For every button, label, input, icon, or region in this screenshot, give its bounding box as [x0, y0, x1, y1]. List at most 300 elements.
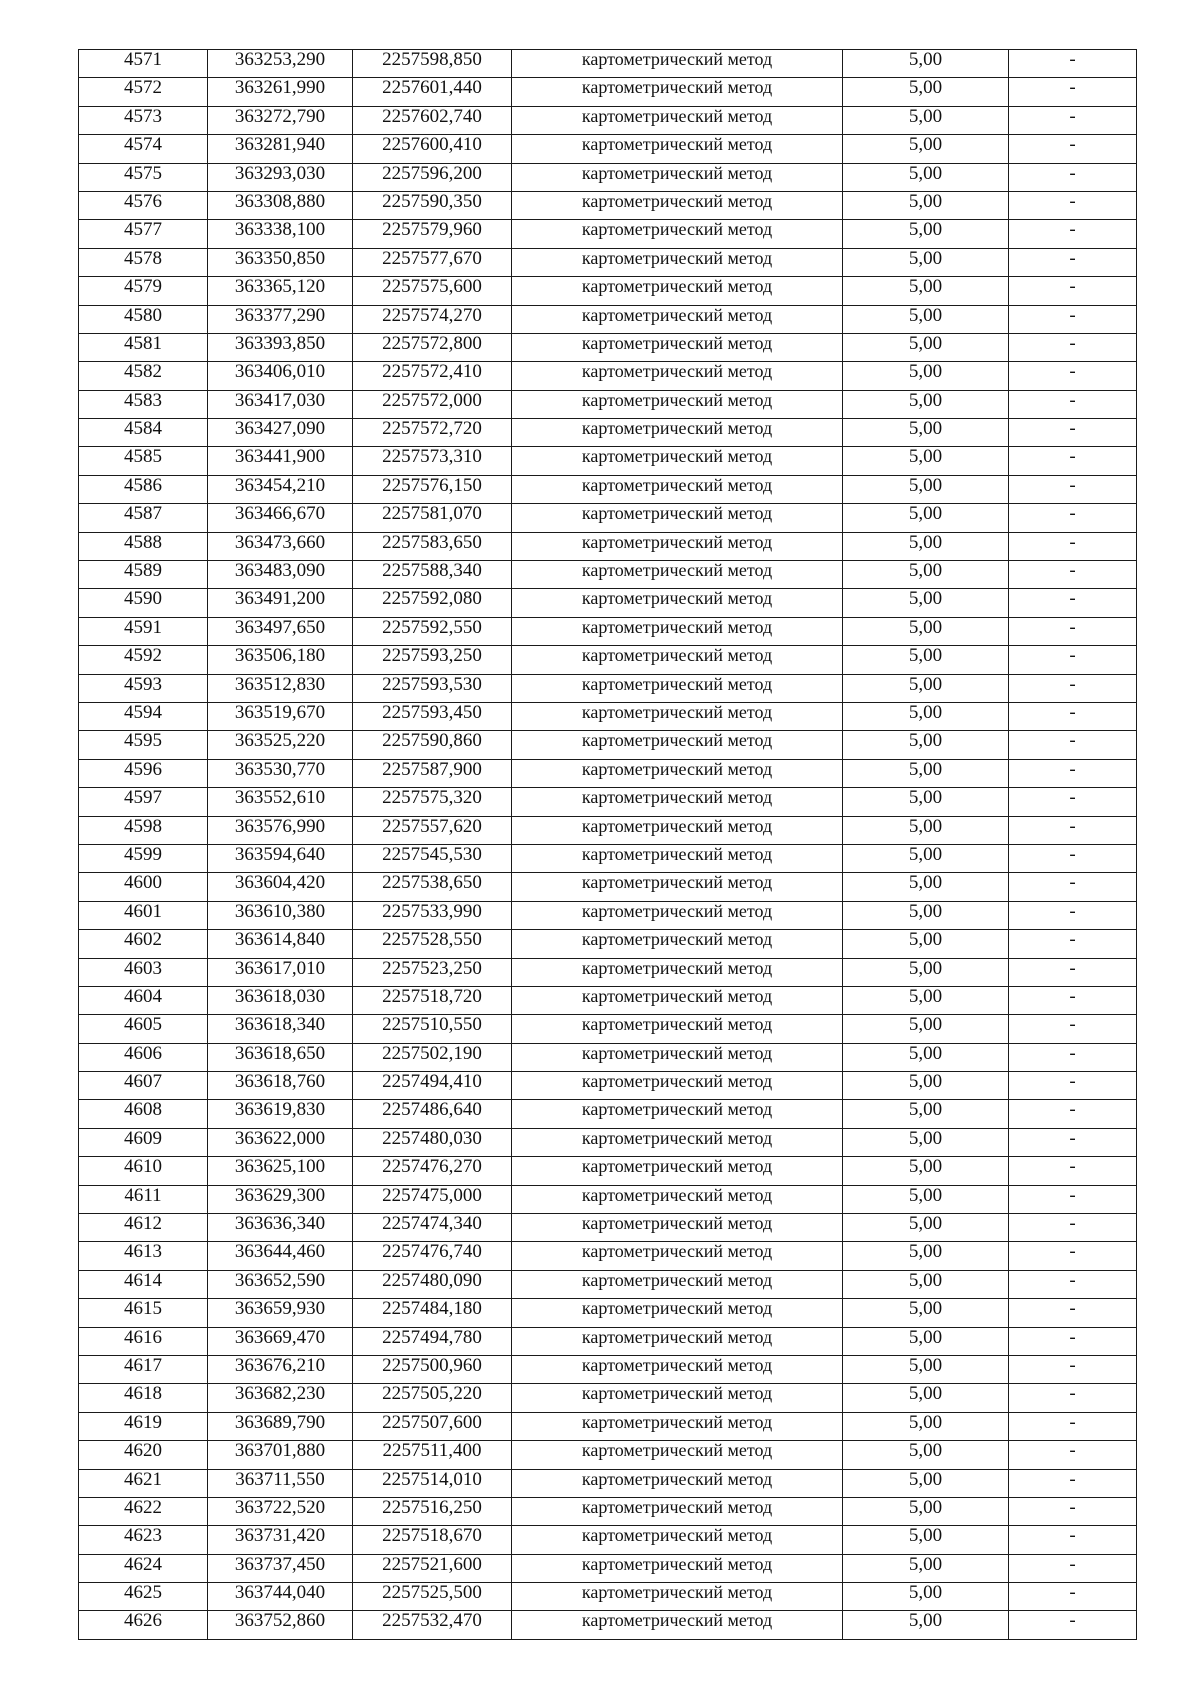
method-cell: картометрический метод [512, 958, 843, 986]
y-coordinate-cell: 2257525,500 [353, 1583, 512, 1611]
x-coordinate-cell: 363610,380 [208, 901, 353, 929]
point-number-cell: 4620 [79, 1441, 208, 1469]
accuracy-cell: 5,00 [843, 1100, 1009, 1128]
y-coordinate-cell: 2257593,450 [353, 702, 512, 730]
point-number-cell: 4605 [79, 1015, 208, 1043]
point-number-cell: 4585 [79, 447, 208, 475]
method-cell: картометрический метод [512, 1214, 843, 1242]
y-coordinate-cell: 2257600,410 [353, 135, 512, 163]
accuracy-cell: 5,00 [843, 759, 1009, 787]
point-number-cell: 4586 [79, 475, 208, 503]
accuracy-cell: 5,00 [843, 844, 1009, 872]
table-row [79, 447, 1137, 475]
x-coordinate-cell: 363261,990 [208, 78, 353, 106]
method-cell: картометрический метод [512, 1355, 843, 1383]
method-cell: картометрический метод [512, 617, 843, 645]
accuracy-cell: 5,00 [843, 78, 1009, 106]
method-cell: картометрический метод [512, 1469, 843, 1497]
table-row [79, 532, 1137, 560]
table-row [79, 788, 1137, 816]
table-row [79, 617, 1137, 645]
method-cell: картометрический метод [512, 646, 843, 674]
method-cell: картометрический метод [512, 1242, 843, 1270]
method-cell: картометрический метод [512, 561, 843, 589]
point-number-cell: 4623 [79, 1526, 208, 1554]
y-coordinate-cell: 2257532,470 [353, 1611, 512, 1639]
accuracy-cell: 5,00 [843, 135, 1009, 163]
note-cell: - [1009, 78, 1137, 106]
note-cell: - [1009, 1242, 1137, 1270]
x-coordinate-cell: 363752,860 [208, 1611, 353, 1639]
note-cell: - [1009, 702, 1137, 730]
y-coordinate-cell: 2257590,860 [353, 731, 512, 759]
x-coordinate-cell: 363576,990 [208, 816, 353, 844]
y-coordinate-cell: 2257507,600 [353, 1412, 512, 1440]
point-number-cell: 4602 [79, 930, 208, 958]
method-cell: картометрический метод [512, 1412, 843, 1440]
accuracy-cell: 5,00 [843, 1441, 1009, 1469]
note-cell: - [1009, 674, 1137, 702]
note-cell: - [1009, 901, 1137, 929]
accuracy-cell: 5,00 [843, 1015, 1009, 1043]
table-row [79, 561, 1137, 589]
x-coordinate-cell: 363701,880 [208, 1441, 353, 1469]
accuracy-cell: 5,00 [843, 191, 1009, 219]
y-coordinate-cell: 2257521,600 [353, 1554, 512, 1582]
y-coordinate-cell: 2257596,200 [353, 163, 512, 191]
method-cell: картометрический метод [512, 816, 843, 844]
y-coordinate-cell: 2257592,550 [353, 617, 512, 645]
x-coordinate-cell: 363417,030 [208, 390, 353, 418]
accuracy-cell: 5,00 [843, 1384, 1009, 1412]
table-row [79, 163, 1137, 191]
note-cell: - [1009, 1355, 1137, 1383]
point-number-cell: 4573 [79, 106, 208, 134]
accuracy-cell: 5,00 [843, 1157, 1009, 1185]
note-cell: - [1009, 1384, 1137, 1412]
method-cell: картометрический метод [512, 1327, 843, 1355]
accuracy-cell: 5,00 [843, 702, 1009, 730]
method-cell: картометрический метод [512, 1043, 843, 1071]
y-coordinate-cell: 2257474,340 [353, 1214, 512, 1242]
note-cell: - [1009, 504, 1137, 532]
table-row [79, 191, 1137, 219]
method-cell: картометрический метод [512, 1441, 843, 1469]
point-number-cell: 4607 [79, 1072, 208, 1100]
table-row [79, 1327, 1137, 1355]
method-cell: картометрический метод [512, 1072, 843, 1100]
x-coordinate-cell: 363629,300 [208, 1185, 353, 1213]
table-row [79, 1497, 1137, 1525]
x-coordinate-cell: 363441,900 [208, 447, 353, 475]
y-coordinate-cell: 2257476,270 [353, 1157, 512, 1185]
note-cell: - [1009, 986, 1137, 1014]
point-number-cell: 4614 [79, 1270, 208, 1298]
note-cell: - [1009, 1497, 1137, 1525]
table-row [79, 1185, 1137, 1213]
method-cell: картометрический метод [512, 986, 843, 1014]
point-number-cell: 4582 [79, 362, 208, 390]
method-cell: картометрический метод [512, 333, 843, 361]
note-cell: - [1009, 475, 1137, 503]
x-coordinate-cell: 363406,010 [208, 362, 353, 390]
note-cell: - [1009, 419, 1137, 447]
y-coordinate-cell: 2257577,670 [353, 248, 512, 276]
x-coordinate-cell: 363689,790 [208, 1412, 353, 1440]
method-cell: картометрический метод [512, 106, 843, 134]
method-cell: картометрический метод [512, 759, 843, 787]
y-coordinate-cell: 2257480,030 [353, 1128, 512, 1156]
note-cell: - [1009, 1327, 1137, 1355]
table-row [79, 50, 1137, 78]
method-cell: картометрический метод [512, 589, 843, 617]
table-row [79, 277, 1137, 305]
point-number-cell: 4589 [79, 561, 208, 589]
method-cell: картометрический метод [512, 844, 843, 872]
y-coordinate-cell: 2257494,780 [353, 1327, 512, 1355]
y-coordinate-cell: 2257581,070 [353, 504, 512, 532]
y-coordinate-cell: 2257475,000 [353, 1185, 512, 1213]
accuracy-cell: 5,00 [843, 901, 1009, 929]
note-cell: - [1009, 958, 1137, 986]
x-coordinate-cell: 363308,880 [208, 191, 353, 219]
note-cell: - [1009, 1185, 1137, 1213]
y-coordinate-cell: 2257505,220 [353, 1384, 512, 1412]
y-coordinate-cell: 2257583,650 [353, 532, 512, 560]
table-row [79, 958, 1137, 986]
method-cell: картометрический метод [512, 1100, 843, 1128]
note-cell: - [1009, 1583, 1137, 1611]
method-cell: картометрический метод [512, 1299, 843, 1327]
method-cell: картометрический метод [512, 50, 843, 78]
table-row [79, 1355, 1137, 1383]
x-coordinate-cell: 363473,660 [208, 532, 353, 560]
table-row [79, 419, 1137, 447]
point-number-cell: 4611 [79, 1185, 208, 1213]
y-coordinate-cell: 2257523,250 [353, 958, 512, 986]
method-cell: картометрический метод [512, 78, 843, 106]
table-row [79, 1583, 1137, 1611]
table-row [79, 1270, 1137, 1298]
accuracy-cell: 5,00 [843, 1214, 1009, 1242]
note-cell: - [1009, 362, 1137, 390]
accuracy-cell: 5,00 [843, 163, 1009, 191]
table-row [79, 1299, 1137, 1327]
x-coordinate-cell: 363669,470 [208, 1327, 353, 1355]
point-number-cell: 4618 [79, 1384, 208, 1412]
point-number-cell: 4579 [79, 277, 208, 305]
x-coordinate-cell: 363393,850 [208, 333, 353, 361]
table-row [79, 589, 1137, 617]
method-cell: картометрический метод [512, 277, 843, 305]
y-coordinate-cell: 2257557,620 [353, 816, 512, 844]
accuracy-cell: 5,00 [843, 50, 1009, 78]
table-row [79, 1441, 1137, 1469]
table-row [79, 1526, 1137, 1554]
x-coordinate-cell: 363506,180 [208, 646, 353, 674]
note-cell: - [1009, 532, 1137, 560]
table-row [79, 475, 1137, 503]
accuracy-cell: 5,00 [843, 873, 1009, 901]
accuracy-cell: 5,00 [843, 674, 1009, 702]
point-number-cell: 4571 [79, 50, 208, 78]
method-cell: картометрический метод [512, 873, 843, 901]
note-cell: - [1009, 305, 1137, 333]
accuracy-cell: 5,00 [843, 1043, 1009, 1071]
method-cell: картометрический метод [512, 1554, 843, 1582]
accuracy-cell: 5,00 [843, 277, 1009, 305]
point-number-cell: 4603 [79, 958, 208, 986]
x-coordinate-cell: 363552,610 [208, 788, 353, 816]
note-cell: - [1009, 1043, 1137, 1071]
accuracy-cell: 5,00 [843, 731, 1009, 759]
method-cell: картометрический метод [512, 788, 843, 816]
accuracy-cell: 5,00 [843, 475, 1009, 503]
accuracy-cell: 5,00 [843, 1242, 1009, 1270]
method-cell: картометрический метод [512, 1611, 843, 1639]
point-number-cell: 4608 [79, 1100, 208, 1128]
table-row [79, 1469, 1137, 1497]
y-coordinate-cell: 2257510,550 [353, 1015, 512, 1043]
table-row [79, 930, 1137, 958]
note-cell: - [1009, 788, 1137, 816]
method-cell: картометрический метод [512, 362, 843, 390]
x-coordinate-cell: 363594,640 [208, 844, 353, 872]
note-cell: - [1009, 646, 1137, 674]
table-row [79, 986, 1137, 1014]
table-row [79, 1128, 1137, 1156]
x-coordinate-cell: 363618,650 [208, 1043, 353, 1071]
accuracy-cell: 5,00 [843, 1072, 1009, 1100]
y-coordinate-cell: 2257516,250 [353, 1497, 512, 1525]
table-row [79, 1043, 1137, 1071]
point-number-cell: 4610 [79, 1157, 208, 1185]
y-coordinate-cell: 2257575,320 [353, 788, 512, 816]
point-number-cell: 4580 [79, 305, 208, 333]
table-row [79, 901, 1137, 929]
point-number-cell: 4612 [79, 1214, 208, 1242]
accuracy-cell: 5,00 [843, 1270, 1009, 1298]
table-row [79, 1611, 1137, 1639]
point-number-cell: 4590 [79, 589, 208, 617]
x-coordinate-cell: 363652,590 [208, 1270, 353, 1298]
x-coordinate-cell: 363272,790 [208, 106, 353, 134]
table-row [79, 844, 1137, 872]
y-coordinate-cell: 2257518,670 [353, 1526, 512, 1554]
method-cell: картометрический метод [512, 248, 843, 276]
method-cell: картометрический метод [512, 702, 843, 730]
note-cell: - [1009, 1526, 1137, 1554]
x-coordinate-cell: 363618,030 [208, 986, 353, 1014]
table-row [79, 1100, 1137, 1128]
method-cell: картометрический метод [512, 532, 843, 560]
point-number-cell: 4572 [79, 78, 208, 106]
note-cell: - [1009, 1299, 1137, 1327]
accuracy-cell: 5,00 [843, 930, 1009, 958]
note-cell: - [1009, 844, 1137, 872]
accuracy-cell: 5,00 [843, 1526, 1009, 1554]
note-cell: - [1009, 930, 1137, 958]
x-coordinate-cell: 363614,840 [208, 930, 353, 958]
method-cell: картометрический метод [512, 419, 843, 447]
y-coordinate-cell: 2257602,740 [353, 106, 512, 134]
method-cell: картометрический метод [512, 475, 843, 503]
accuracy-cell: 5,00 [843, 1327, 1009, 1355]
point-number-cell: 4606 [79, 1043, 208, 1071]
method-cell: картометрический метод [512, 191, 843, 219]
table-row [79, 646, 1137, 674]
note-cell: - [1009, 135, 1137, 163]
y-coordinate-cell: 2257514,010 [353, 1469, 512, 1497]
y-coordinate-cell: 2257574,270 [353, 305, 512, 333]
method-cell: картометрический метод [512, 674, 843, 702]
y-coordinate-cell: 2257587,900 [353, 759, 512, 787]
x-coordinate-cell: 363519,670 [208, 702, 353, 730]
y-coordinate-cell: 2257588,340 [353, 561, 512, 589]
accuracy-cell: 5,00 [843, 1128, 1009, 1156]
note-cell: - [1009, 390, 1137, 418]
y-coordinate-cell: 2257533,990 [353, 901, 512, 929]
method-cell: картометрический метод [512, 1015, 843, 1043]
method-cell: картометрический метод [512, 390, 843, 418]
method-cell: картометрический метод [512, 901, 843, 929]
x-coordinate-cell: 363491,200 [208, 589, 353, 617]
y-coordinate-cell: 2257579,960 [353, 220, 512, 248]
note-cell: - [1009, 1441, 1137, 1469]
accuracy-cell: 5,00 [843, 788, 1009, 816]
y-coordinate-cell: 2257494,410 [353, 1072, 512, 1100]
accuracy-cell: 5,00 [843, 589, 1009, 617]
y-coordinate-cell: 2257538,650 [353, 873, 512, 901]
table-row [79, 873, 1137, 901]
point-number-cell: 4613 [79, 1242, 208, 1270]
note-cell: - [1009, 1214, 1137, 1242]
accuracy-cell: 5,00 [843, 390, 1009, 418]
y-coordinate-cell: 2257572,800 [353, 333, 512, 361]
note-cell: - [1009, 163, 1137, 191]
x-coordinate-cell: 363525,220 [208, 731, 353, 759]
point-number-cell: 4584 [79, 419, 208, 447]
note-cell: - [1009, 1469, 1137, 1497]
method-cell: картометрический метод [512, 1526, 843, 1554]
accuracy-cell: 5,00 [843, 1611, 1009, 1639]
note-cell: - [1009, 1015, 1137, 1043]
accuracy-cell: 5,00 [843, 447, 1009, 475]
method-cell: картометрический метод [512, 1185, 843, 1213]
point-number-cell: 4575 [79, 163, 208, 191]
y-coordinate-cell: 2257476,740 [353, 1242, 512, 1270]
note-cell: - [1009, 1554, 1137, 1582]
accuracy-cell: 5,00 [843, 362, 1009, 390]
point-number-cell: 4577 [79, 220, 208, 248]
note-cell: - [1009, 1270, 1137, 1298]
table-row [79, 78, 1137, 106]
y-coordinate-cell: 2257502,190 [353, 1043, 512, 1071]
x-coordinate-cell: 363625,100 [208, 1157, 353, 1185]
note-cell: - [1009, 277, 1137, 305]
x-coordinate-cell: 363617,010 [208, 958, 353, 986]
x-coordinate-cell: 363350,850 [208, 248, 353, 276]
table-row [79, 1072, 1137, 1100]
point-number-cell: 4600 [79, 873, 208, 901]
point-number-cell: 4594 [79, 702, 208, 730]
point-number-cell: 4592 [79, 646, 208, 674]
accuracy-cell: 5,00 [843, 646, 1009, 674]
table-row [79, 702, 1137, 730]
point-number-cell: 4596 [79, 759, 208, 787]
x-coordinate-cell: 363744,040 [208, 1583, 353, 1611]
method-cell: картометрический метод [512, 731, 843, 759]
note-cell: - [1009, 1412, 1137, 1440]
x-coordinate-cell: 363338,100 [208, 220, 353, 248]
point-number-cell: 4626 [79, 1611, 208, 1639]
accuracy-cell: 5,00 [843, 333, 1009, 361]
table-row [79, 1242, 1137, 1270]
method-cell: картометрический метод [512, 220, 843, 248]
table-row [79, 1015, 1137, 1043]
x-coordinate-cell: 363365,120 [208, 277, 353, 305]
note-cell: - [1009, 191, 1137, 219]
table-row [79, 390, 1137, 418]
point-number-cell: 4617 [79, 1355, 208, 1383]
method-cell: картометрический метод [512, 135, 843, 163]
point-number-cell: 4587 [79, 504, 208, 532]
note-cell: - [1009, 1072, 1137, 1100]
x-coordinate-cell: 363530,770 [208, 759, 353, 787]
accuracy-cell: 5,00 [843, 1469, 1009, 1497]
note-cell: - [1009, 617, 1137, 645]
method-cell: картометрический метод [512, 1270, 843, 1298]
note-cell: - [1009, 1157, 1137, 1185]
note-cell: - [1009, 731, 1137, 759]
y-coordinate-cell: 2257528,550 [353, 930, 512, 958]
x-coordinate-cell: 363512,830 [208, 674, 353, 702]
table-row [79, 362, 1137, 390]
note-cell: - [1009, 333, 1137, 361]
table-row [79, 248, 1137, 276]
table-row [79, 1554, 1137, 1582]
y-coordinate-cell: 2257486,640 [353, 1100, 512, 1128]
accuracy-cell: 5,00 [843, 617, 1009, 645]
point-number-cell: 4621 [79, 1469, 208, 1497]
point-number-cell: 4598 [79, 816, 208, 844]
point-number-cell: 4595 [79, 731, 208, 759]
accuracy-cell: 5,00 [843, 419, 1009, 447]
table-row [79, 816, 1137, 844]
accuracy-cell: 5,00 [843, 1554, 1009, 1582]
method-cell: картометрический метод [512, 1157, 843, 1185]
point-number-cell: 4588 [79, 532, 208, 560]
y-coordinate-cell: 2257576,150 [353, 475, 512, 503]
method-cell: картометрический метод [512, 1497, 843, 1525]
method-cell: картометрический метод [512, 305, 843, 333]
x-coordinate-cell: 363722,520 [208, 1497, 353, 1525]
x-coordinate-cell: 363731,420 [208, 1526, 353, 1554]
x-coordinate-cell: 363253,290 [208, 50, 353, 78]
y-coordinate-cell: 2257575,600 [353, 277, 512, 305]
table-row [79, 106, 1137, 134]
note-cell: - [1009, 873, 1137, 901]
x-coordinate-cell: 363618,760 [208, 1072, 353, 1100]
x-coordinate-cell: 363454,210 [208, 475, 353, 503]
y-coordinate-cell: 2257518,720 [353, 986, 512, 1014]
x-coordinate-cell: 363427,090 [208, 419, 353, 447]
point-number-cell: 4622 [79, 1497, 208, 1525]
accuracy-cell: 5,00 [843, 1583, 1009, 1611]
y-coordinate-cell: 2257593,250 [353, 646, 512, 674]
coordinates-table [78, 49, 1137, 1640]
x-coordinate-cell: 363622,000 [208, 1128, 353, 1156]
